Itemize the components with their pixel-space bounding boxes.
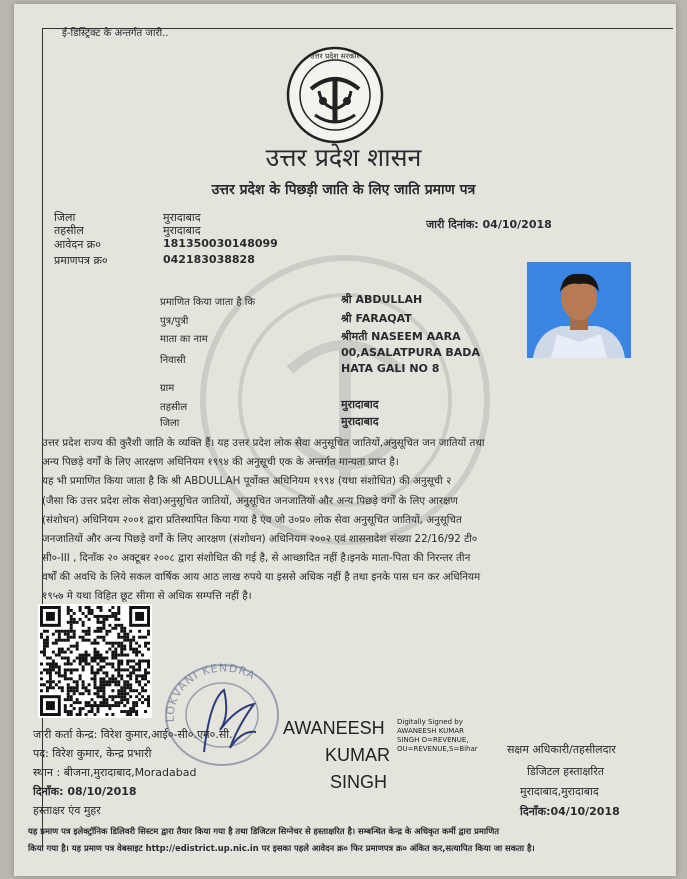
authority-date: दिनाँक:04/10/2018 [520,805,620,818]
field-label-district: जिला [54,211,76,224]
applicant-photo [527,262,631,358]
body-line-6: जनजातियों और अन्य पिछड़े वर्गों के लिए आरक्षण (संशोधन) अधिनियम २००२ एवं शासनादेश संख्या 22/16/92 टी० [42,533,478,545]
person-label-son-daughter: पुत्र/पुत्री [160,316,189,327]
person-label-village: ग्राम [160,383,175,394]
digital-sign-detail-3: SINGH O=REVENUE, [397,736,469,744]
authority-sig: डिजिटल हस्ताक्षरित [527,765,604,778]
body-line-8: वर्षों की अवधि के लिये सकल वार्षिक आय आठ लाख रुपये या इससे अधिक नहीं है तथा इनके पास धन कर अधिनियम [42,571,481,583]
person-value-address1: 00,ASALATPURA BADA [341,346,480,359]
field-value-certificate-no: 042183038828 [163,253,255,266]
person-value-mother: श्रीमती NASEEM AARA [341,330,461,343]
person-value-tehsil: मुरादाबाद [341,398,379,411]
lokvani-stamp-icon [160,660,290,770]
person-label-tehsil: तहसील [160,402,188,413]
person-label-certified: प्रमाणित किया जाता है कि [160,297,256,308]
person-value-address2: HATA GALI NO 8 [341,362,440,375]
body-line-4: (जैसा कि उत्तर प्रदेश लोक सेवा)अनुसूचित जातियों, अनुसूचित जनजातियों और अन्य पिछड़े वर्गों के लिए आरक्षण [42,495,458,507]
body-line-1: उत्तर प्रदेश राज्य की कुरैशी जाति के व्यक्ति हैं। यह उत्तर प्रदेश लोक सेवा अनुसूचित जातियों,अनुसूचित जन जातियों तथा [42,437,485,449]
issuer-sign-label: हस्ताक्षर एंव मुहर [33,804,101,817]
seal-text: उत्तर प्रदेश सरकार [310,51,360,61]
stamp-text: LOKVANI KENDRA [163,661,258,723]
certificate-title: उत्तर प्रदेश शासन [265,143,422,172]
issuer-center: जारी कर्ता केन्द्र: विरेश कुमार,आई०-सी०.एम०.सी. [33,728,233,741]
person-value-district: मुरादाबाद [341,415,379,428]
digital-sign-detail-1: Digitally Signed by [397,718,463,726]
body-line-3: यह भी प्रमाणित किया जाता है कि श्री ABDULLAH पूर्वोक्त अधिनियम १९९४ (यथा संशोधित) की अनुसूची २ [42,475,452,487]
certificate-subtitle: उत्तर प्रदेश के पिछड़ी जाति के लिए जाति प्रमाण पत्र [211,182,476,198]
digital-sign-detail-2: AWANEESH KUMAR [397,727,464,735]
issuer-place: स्थान : बीजना,मुरादाबाद,Moradabad [33,766,197,779]
up-govt-seal-icon [285,45,385,145]
person-value-father: श्री FARAQAT [341,312,412,325]
authority-place: मुरादाबाद,मुरादाबाद [520,785,599,798]
field-value-district: मुरादाबाद [163,211,201,224]
issuer-post: पद: विरेश कुमार, केन्द्र प्रभारी [33,747,152,760]
digital-sign-name-1: AWANEESH [283,718,385,738]
field-value-application-no: 181350030148099 [163,237,278,250]
digital-sign-detail-4: OU=REVENUE,S=Bihar [397,745,478,753]
field-label-certificate-no: प्रमाणपत्र क्र० [54,254,108,267]
person-label-resident: निवासी [160,355,186,366]
person-label-district: जिला [160,418,180,429]
qr-code[interactable] [38,604,152,718]
person-value-name: श्री ABDULLAH [341,293,423,306]
digital-sign-name-3: SINGH [330,772,388,792]
field-value-tehsil: मुरादाबाद [163,224,201,237]
applicant-photo-icon [527,262,631,358]
body-line-2: अन्य पिछड़े वर्गों के लिए आरक्षण अधिनियम १९९४ की अनुसूची एक के अन्तर्गत मान्यता प्राप्त है। [42,456,399,468]
issuer-date: दिनाँक: 08/10/2018 [33,785,137,798]
issue-date: जारी दिनांक: 04/10/2018 [426,218,552,231]
digital-sign-name-2: KUMAR [325,745,391,765]
qr-code-icon [40,606,150,716]
authority-title: सक्षम अधिकारी/तहसीलदार [507,743,616,756]
header-note: ई-डिस्ट्रिक्ट के अन्तर्गत जारी.. [62,28,169,39]
field-label-tehsil: तहसील [54,224,84,237]
footer-line-1: यह प्रमाण पत्र इलेक्ट्रॉनिक डिलिवरी सिस्टम द्वारा तैयार किया गया है तथा डिजिटल सिग्नेचर से हस्ताक्षरित है। सम्बन्धित केन्द्र के अधिकृत कर्मी द्वारा प्रमाणित [28,826,500,836]
body-line-9: १९५७ मे यथा विहित छूट सीमा से अधिक सम्पत्ति नहीं है। [42,590,252,602]
body-line-5: (संशोधन) अधिनियम २००१ द्वारा प्रतिस्थापित किया गया है एंव जो उ०प्र० लोक सेवा अनुसूचित जातियों, अनुसूचित [42,514,462,526]
body-line-7: सी०-III , दिनाँक २० अक्टूबर २००८ द्वारा संशोधित की गई है, से आच्छादित नहीं है।इनके माता-पिता की निरन्तर तीन [42,552,471,564]
footer-line-2: किया गया है। यह प्रमाण पत्र वेबसाइट http://edistrict.up.nic.in पर इसका पहले आवेदन क्र० फिर प्रमाणपत्र क्र० अंकित कर,सत्यापित किया जा सकता है। [28,843,535,853]
field-label-application-no: आवेदन क्र० [54,238,101,251]
person-label-mother: माता का नाम [160,334,208,345]
